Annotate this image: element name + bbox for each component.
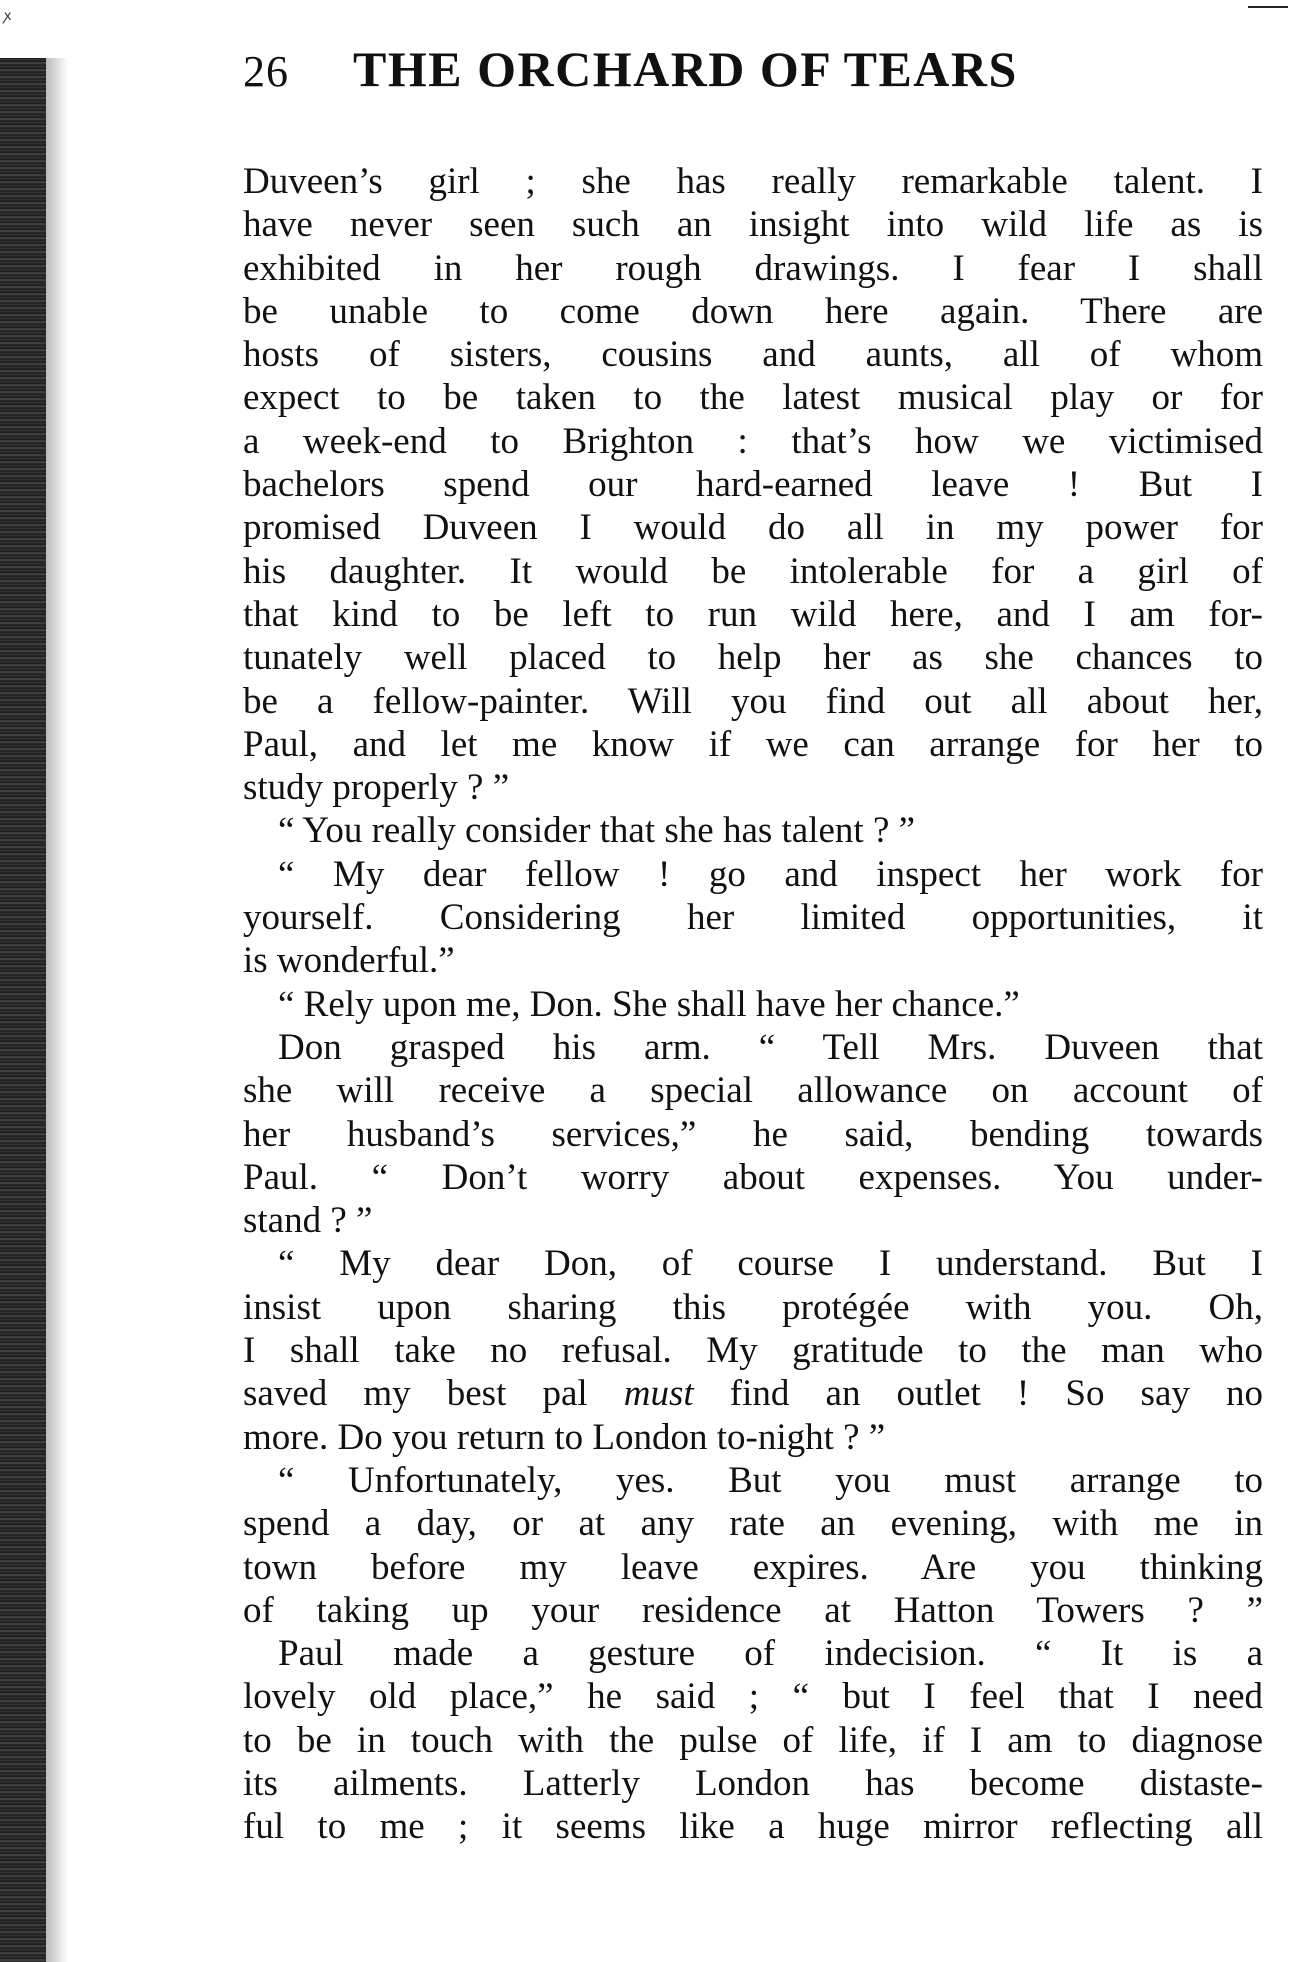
text-line: of taking up your residence at Hatton Towers ? ” bbox=[243, 1589, 1263, 1631]
text-line: expect to be taken to the latest musical play or for bbox=[243, 377, 1263, 419]
text-line: be a fellow-painter. Will you find out all about her, bbox=[243, 680, 1263, 722]
running-title: THE ORCHARD OF TEARS bbox=[353, 41, 1018, 97]
text-line: have never seen such an insight into wild life as is bbox=[243, 204, 1263, 246]
text-line: “ My dear fellow ! go and inspect her work for bbox=[278, 853, 1263, 895]
text-line: spend a day, or at any rate an evening, with me in bbox=[243, 1503, 1263, 1545]
text-line: more. Do you return to London to-night ? ” bbox=[243, 1416, 886, 1458]
text-line: she will receive a special allowance on account of bbox=[243, 1070, 1263, 1112]
text-line: “ You really consider that she has talent ? ” bbox=[278, 810, 916, 852]
text-line: a week-end to Brighton : that’s how we victimised bbox=[243, 420, 1263, 462]
text-line: her husband’s services,” he said, bending towards bbox=[243, 1113, 1263, 1155]
text-line: ful to me ; it seems like a huge mirror reflecting all bbox=[243, 1806, 1263, 1848]
text-line: “ Unfortunately, yes. But you must arrange to bbox=[278, 1459, 1263, 1501]
corner-mark: ꭗ bbox=[4, 8, 12, 24]
text-line: study properly ? ” bbox=[243, 767, 510, 809]
text-line: Paul made a gesture of indecision. “ It is a bbox=[278, 1633, 1263, 1675]
text-line: “ Rely upon me, Don. She shall have her chance.” bbox=[278, 983, 1020, 1025]
text-line: Don grasped his arm. “ Tell Mrs. Duveen that bbox=[278, 1026, 1263, 1068]
text-line: saved my best pal must find an outlet ! So say no bbox=[243, 1373, 1263, 1415]
text-line: stand ? ” bbox=[243, 1200, 373, 1242]
text-line: town before my leave expires. Are you thinking bbox=[243, 1546, 1263, 1588]
book-page bbox=[243, 40, 1263, 1849]
text-line: his daughter. It would be intolerable for a girl of bbox=[243, 550, 1263, 592]
text-line: hosts of sisters, cousins and aunts, all of whom bbox=[243, 334, 1263, 376]
page-number: 26 bbox=[243, 47, 289, 96]
text-line: Paul, and let me know if we can arrange for her to bbox=[243, 723, 1263, 765]
text-line: bachelors spend our hard-earned leave ! But I bbox=[243, 464, 1263, 506]
top-right-dash bbox=[1248, 6, 1288, 8]
text-line: be unable to come down here again. There are bbox=[243, 290, 1263, 332]
text-line: insist upon sharing this protégée with you. Oh, bbox=[243, 1286, 1263, 1328]
text-line: is wonderful.” bbox=[243, 940, 455, 982]
text-line: to be in touch with the pulse of life, if I am to diagnose bbox=[243, 1719, 1263, 1761]
text-line: promised Duveen I would do all in my power for bbox=[243, 507, 1263, 549]
text-line: exhibited in her rough drawings. I fear I shall bbox=[243, 247, 1263, 289]
text-line: that kind to be left to run wild here, and I am for- bbox=[243, 593, 1263, 635]
body-text bbox=[243, 160, 1263, 1849]
text-line: “ My dear Don, of course I understand. But I bbox=[278, 1243, 1263, 1285]
text-line: lovely old place,” he said ; “ but I feel that I need bbox=[243, 1676, 1263, 1718]
text-line: tunately well placed to help her as she chances to bbox=[243, 637, 1263, 679]
text-line: its ailments. Latterly London has become distaste- bbox=[243, 1762, 1263, 1804]
running-head bbox=[243, 40, 1263, 140]
book-binding-edge bbox=[0, 58, 46, 1962]
text-line: I shall take no refusal. My gratitude to the man who bbox=[243, 1330, 1263, 1372]
text-line: Paul. “ Don’t worry about expenses. You under- bbox=[243, 1156, 1263, 1198]
text-line: yourself. Considering her limited opportunities, it bbox=[243, 897, 1263, 939]
text-line: Duveen’s girl ; she has really remarkable talent. I bbox=[243, 161, 1263, 202]
